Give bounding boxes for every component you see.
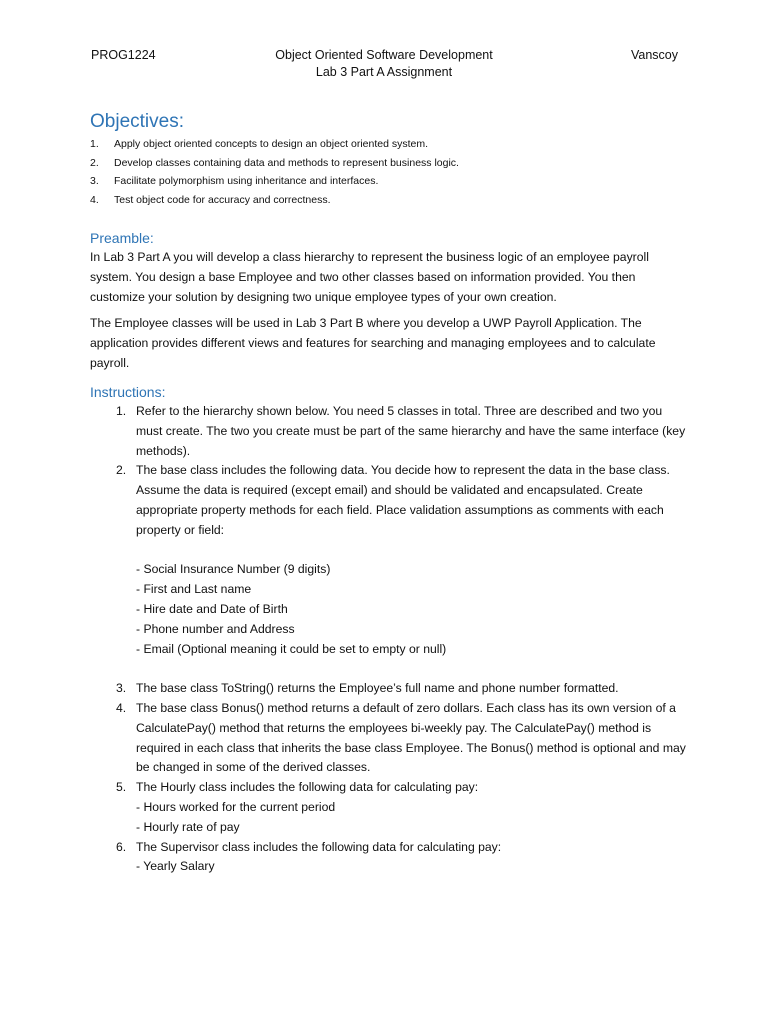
instruction-text: The base class ToString() returns the Employee’s full name and phone number formatted.: [136, 681, 619, 696]
header-title: Object Oriented Software Development: [275, 48, 493, 62]
field-list-item: - Hire date and Date of Birth: [136, 601, 288, 616]
objectives-heading: Objectives:: [90, 111, 184, 132]
instructions-heading: Instructions:: [90, 384, 166, 400]
instruction-number: 1.: [116, 404, 127, 418]
field-list-item: - Email (Optional meaning it could be set to empty or null): [136, 641, 447, 656]
preamble-paragraph-2: The Employee classes will be used in Lab 3 Part B where you develop a UWP Payroll Application. The application provides different views and features for searching and managing employees and to calculate payroll.: [90, 316, 656, 370]
instruction-number: 4.: [116, 700, 127, 715]
instruction-text: Refer to the hierarchy shown below. You need 5 classes in total. Three are described and two you must create. The two you create must be part of the same hierarchy and have the same interface (key methods).: [136, 404, 686, 458]
field-list-item: - Yearly Salary: [136, 859, 215, 874]
objective-number: 1.: [90, 138, 99, 150]
instruction-item: [90, 679, 690, 699]
instruction-number: 2.: [116, 463, 127, 478]
instruction-item: [90, 778, 690, 837]
header-author: Vanscoy: [630, 48, 678, 62]
instruction-number: 6.: [116, 839, 127, 854]
instruction-item: [90, 838, 690, 878]
preamble-heading: Preamble:: [90, 230, 154, 246]
field-list-item: - Hours worked for the current period: [136, 799, 336, 814]
objective-number: 3.: [90, 175, 99, 188]
instruction-item: [90, 461, 690, 679]
instruction-text: The Supervisor class includes the following data for calculating pay:: [136, 839, 502, 854]
objective-item: [90, 172, 690, 191]
instruction-number: 5.: [116, 780, 127, 795]
preamble-paragraph-1: In Lab 3 Part A you will develop a class hierarchy to represent the business logic of an employee payroll system. You design a base Employee and two other classes based on information provided. You then customize your solution by designing two unique employee types of your own creation.: [90, 250, 649, 304]
objective-number: 4.: [90, 193, 99, 206]
field-list-item: - First and Last name: [136, 582, 252, 597]
objective-text: Facilitate polymorphism using inheritance and interfaces.: [114, 175, 379, 188]
instruction-text: The base class includes the following data. You decide how to represent the data in the base class. Assume the data is required (except email) and should be validated and encapsulated. Create appropriate property methods for each field. Place validation assumptions as comments with each property or field:: [136, 463, 670, 537]
objectives-list: [90, 135, 690, 209]
instructions-list: [90, 402, 690, 877]
instruction-text: The base class Bonus() method returns a default of zero dollars. Each class has its own version of a CalculatePay() method that returns the employees bi-weekly pay. The CalculatePay() method is required in each class that inherits the base class Employee. The Bonus() method is optional and may be changed in some of the derived classes.: [136, 700, 686, 775]
field-list-item: - Hourly rate of pay: [136, 819, 240, 834]
header-subtitle: Lab 3 Part A Assignment: [315, 65, 453, 79]
header-course-code: PROG1224: [91, 48, 156, 62]
instruction-item: [90, 402, 690, 461]
instruction-text: The Hourly class includes the following data for calculating pay:: [136, 780, 479, 795]
field-list-item: - Phone number and Address: [136, 621, 295, 636]
objective-number: 2.: [90, 156, 99, 169]
objective-item: [90, 191, 690, 210]
objective-text: Apply object oriented concepts to design an object oriented system.: [114, 138, 429, 150]
objective-item: [90, 135, 690, 154]
objective-item: [90, 154, 690, 173]
instruction-number: 3.: [116, 681, 127, 696]
instruction-item: [90, 699, 690, 778]
objective-text: Develop classes containing data and methods to represent business logic.: [114, 156, 459, 169]
field-list-item: - Social Insurance Number (9 digits): [136, 562, 331, 577]
objective-text: Test object code for accuracy and correctness.: [114, 193, 331, 206]
